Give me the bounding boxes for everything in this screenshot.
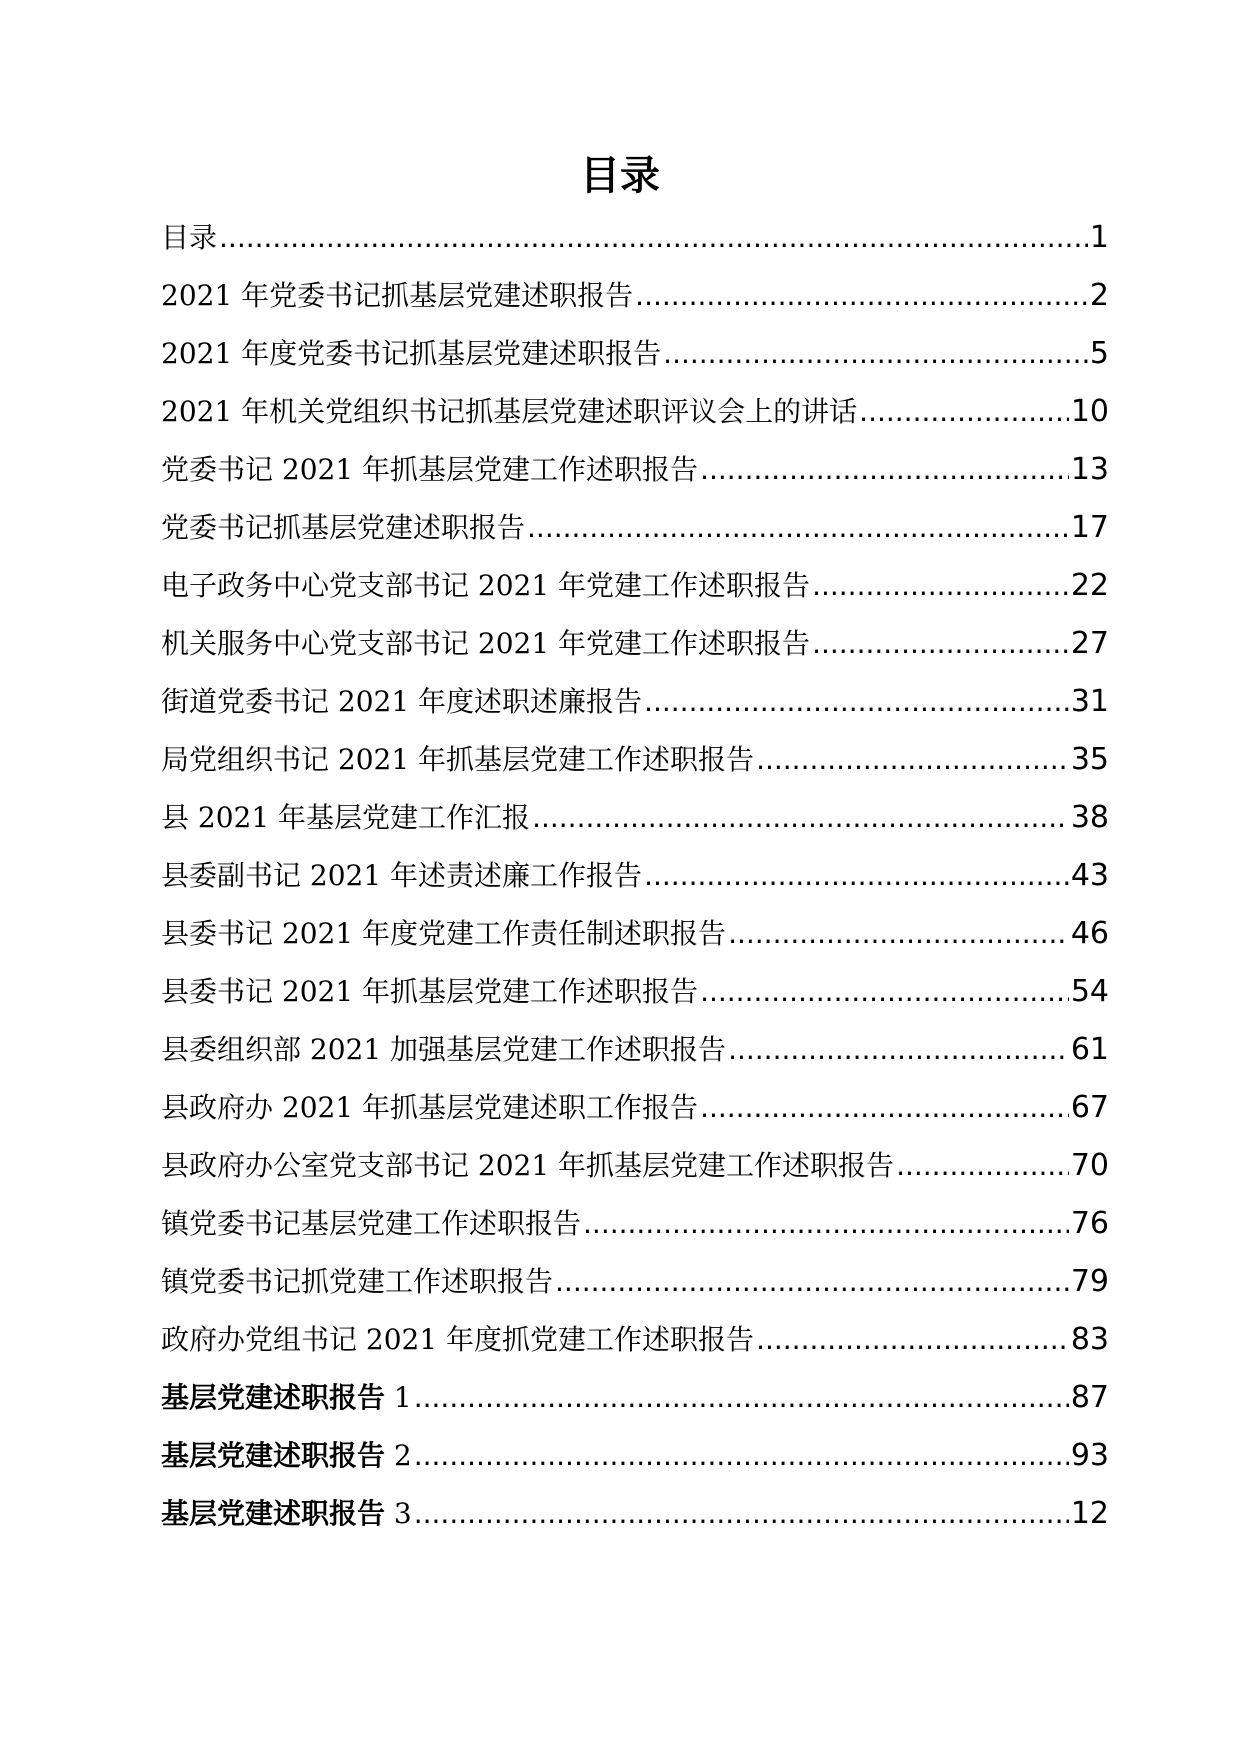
toc-entry-title: 党委书记抓基层党建述职报告 <box>161 511 526 544</box>
toc-leader-dots <box>896 1137 1069 1195</box>
toc-leader-dots <box>663 325 1088 383</box>
toc-leader-dots <box>700 441 1069 499</box>
toc-entry-page: 54 <box>1070 974 1109 1009</box>
toc-leader-dots <box>728 1021 1069 1079</box>
toc-leader-dots <box>414 1427 1069 1485</box>
toc-entry-page: 61 <box>1070 1032 1109 1067</box>
toc-entry[interactable] <box>161 1079 1109 1137</box>
toc-entry-title: 县政府办 2021 年抓基层党建述职工作报告 <box>161 1091 699 1124</box>
toc-entry-title <box>161 1427 412 1485</box>
toc-entry-page: 93 <box>1070 1438 1109 1473</box>
toc-entry-page: 5 <box>1089 336 1109 371</box>
toc-entry-title: 机关服务中心党支部书记 2021 年党建工作述职报告 <box>161 627 811 660</box>
toc-entry-title: 县委组织部 2021 加强基层党建工作述职报告 <box>161 1033 727 1066</box>
toc-entry[interactable] <box>161 963 1109 1021</box>
toc-entry-title-text: 基层党建述职报告 <box>161 1439 386 1472</box>
toc-entry-page: 35 <box>1070 742 1109 777</box>
toc-entry-page: 2 <box>1089 278 1109 313</box>
toc-entry-title-text: 基层党建述职报告 <box>161 1381 386 1414</box>
toc-entry-title <box>161 1485 412 1543</box>
toc-entry-page: 27 <box>1070 626 1109 661</box>
toc-entry[interactable] <box>161 1137 1109 1195</box>
toc-leader-dots <box>219 209 1088 267</box>
toc-entry[interactable] <box>161 383 1109 441</box>
toc-entry-page: 17 <box>1070 510 1109 545</box>
toc-leader-dots <box>756 731 1069 789</box>
toc-entry[interactable] <box>161 905 1109 963</box>
toc-leader-dots <box>700 963 1069 1021</box>
toc-entry[interactable] <box>161 1253 1109 1311</box>
page-title: 目录 <box>580 153 660 199</box>
toc-entry-page: 22 <box>1070 568 1109 603</box>
toc-leader-dots <box>700 1079 1069 1137</box>
toc-entry-page: 10 <box>1070 394 1109 429</box>
table-of-contents <box>161 209 1109 1543</box>
toc-leader-dots <box>414 1369 1069 1427</box>
toc-entry[interactable] <box>161 731 1109 789</box>
toc-leader-dots <box>756 1311 1069 1369</box>
toc-entry-title: 2021 年党委书记抓基层党建述职报告 <box>161 279 634 312</box>
toc-entry[interactable] <box>161 1311 1109 1369</box>
toc-leader-dots <box>555 1253 1069 1311</box>
toc-entry-title: 镇党委书记抓党建工作述职报告 <box>161 1265 554 1298</box>
toc-entry-number: 1 <box>385 1381 412 1414</box>
toc-entry[interactable] <box>161 1485 1109 1543</box>
toc-entry-title: 电子政务中心党支部书记 2021 年党建工作述职报告 <box>161 569 811 602</box>
toc-leader-dots <box>644 847 1069 905</box>
toc-entry-title: 2021 年机关党组织书记抓基层党建述职评议会上的讲话 <box>161 395 858 428</box>
toc-entry-title: 党委书记 2021 年抓基层党建工作述职报告 <box>161 453 699 486</box>
toc-entry-title: 县委书记 2021 年度党建工作责任制述职报告 <box>161 917 727 950</box>
toc-entry-page: 43 <box>1070 858 1109 893</box>
toc-leader-dots <box>812 615 1069 673</box>
toc-leader-dots <box>728 905 1069 963</box>
toc-entry-page: 46 <box>1070 916 1109 951</box>
toc-entry-page: 87 <box>1070 1380 1109 1415</box>
toc-entry-page: 38 <box>1070 800 1109 835</box>
toc-entry-title: 县委副书记 2021 年述责述廉工作报告 <box>161 859 643 892</box>
toc-entry[interactable] <box>161 1427 1109 1485</box>
toc-entry-title <box>161 1369 412 1427</box>
toc-entry[interactable] <box>161 1195 1109 1253</box>
toc-entry-page: 13 <box>1070 452 1109 487</box>
toc-entry-page: 31 <box>1070 684 1109 719</box>
toc-entry[interactable] <box>161 267 1109 325</box>
toc-entry[interactable] <box>161 1021 1109 1079</box>
toc-entry[interactable] <box>161 209 1109 267</box>
toc-leader-dots <box>583 1195 1069 1253</box>
toc-entry-title: 县政府办公室党支部书记 2021 年抓基层党建工作述职报告 <box>161 1149 895 1182</box>
toc-entry-title: 目录 <box>161 221 218 254</box>
toc-entry-page: 83 <box>1070 1322 1109 1357</box>
toc-entry-title: 2021 年度党委书记抓基层党建述职报告 <box>161 337 662 370</box>
toc-entry[interactable] <box>161 789 1109 847</box>
toc-entry-page: 67 <box>1070 1090 1109 1125</box>
toc-leader-dots <box>644 673 1069 731</box>
toc-leader-dots <box>414 1485 1069 1543</box>
toc-entry[interactable] <box>161 325 1109 383</box>
toc-entry-title: 局党组织书记 2021 年抓基层党建工作述职报告 <box>161 743 755 776</box>
toc-entry-number: 3 <box>385 1497 412 1530</box>
toc-entry[interactable] <box>161 499 1109 557</box>
toc-entry[interactable] <box>161 1369 1109 1427</box>
toc-entry-page: 70 <box>1070 1148 1109 1183</box>
toc-entry-page: 76 <box>1070 1206 1109 1241</box>
toc-entry-title: 县 2021 年基层党建工作汇报 <box>161 801 531 834</box>
toc-entry-title: 镇党委书记基层党建工作述职报告 <box>161 1207 582 1240</box>
toc-entry[interactable] <box>161 673 1109 731</box>
toc-entry-page: 79 <box>1070 1264 1109 1299</box>
toc-entry[interactable] <box>161 557 1109 615</box>
toc-entry-title: 街道党委书记 2021 年度述职述廉报告 <box>161 685 643 718</box>
toc-entry-title-text: 基层党建述职报告 <box>161 1497 386 1530</box>
toc-entry-page: 12 <box>1070 1496 1109 1531</box>
toc-entry-title: 县委书记 2021 年抓基层党建工作述职报告 <box>161 975 699 1008</box>
toc-entry-number: 2 <box>385 1439 412 1472</box>
toc-leader-dots <box>812 557 1069 615</box>
toc-entry[interactable] <box>161 441 1109 499</box>
toc-entry[interactable] <box>161 615 1109 673</box>
toc-entry-page: 1 <box>1089 220 1109 255</box>
toc-leader-dots <box>859 383 1069 441</box>
toc-leader-dots <box>527 499 1069 557</box>
toc-entry[interactable] <box>161 847 1109 905</box>
toc-leader-dots <box>635 267 1088 325</box>
toc-leader-dots <box>532 789 1069 847</box>
toc-entry-title: 政府办党组书记 2021 年度抓党建工作述职报告 <box>161 1323 755 1356</box>
